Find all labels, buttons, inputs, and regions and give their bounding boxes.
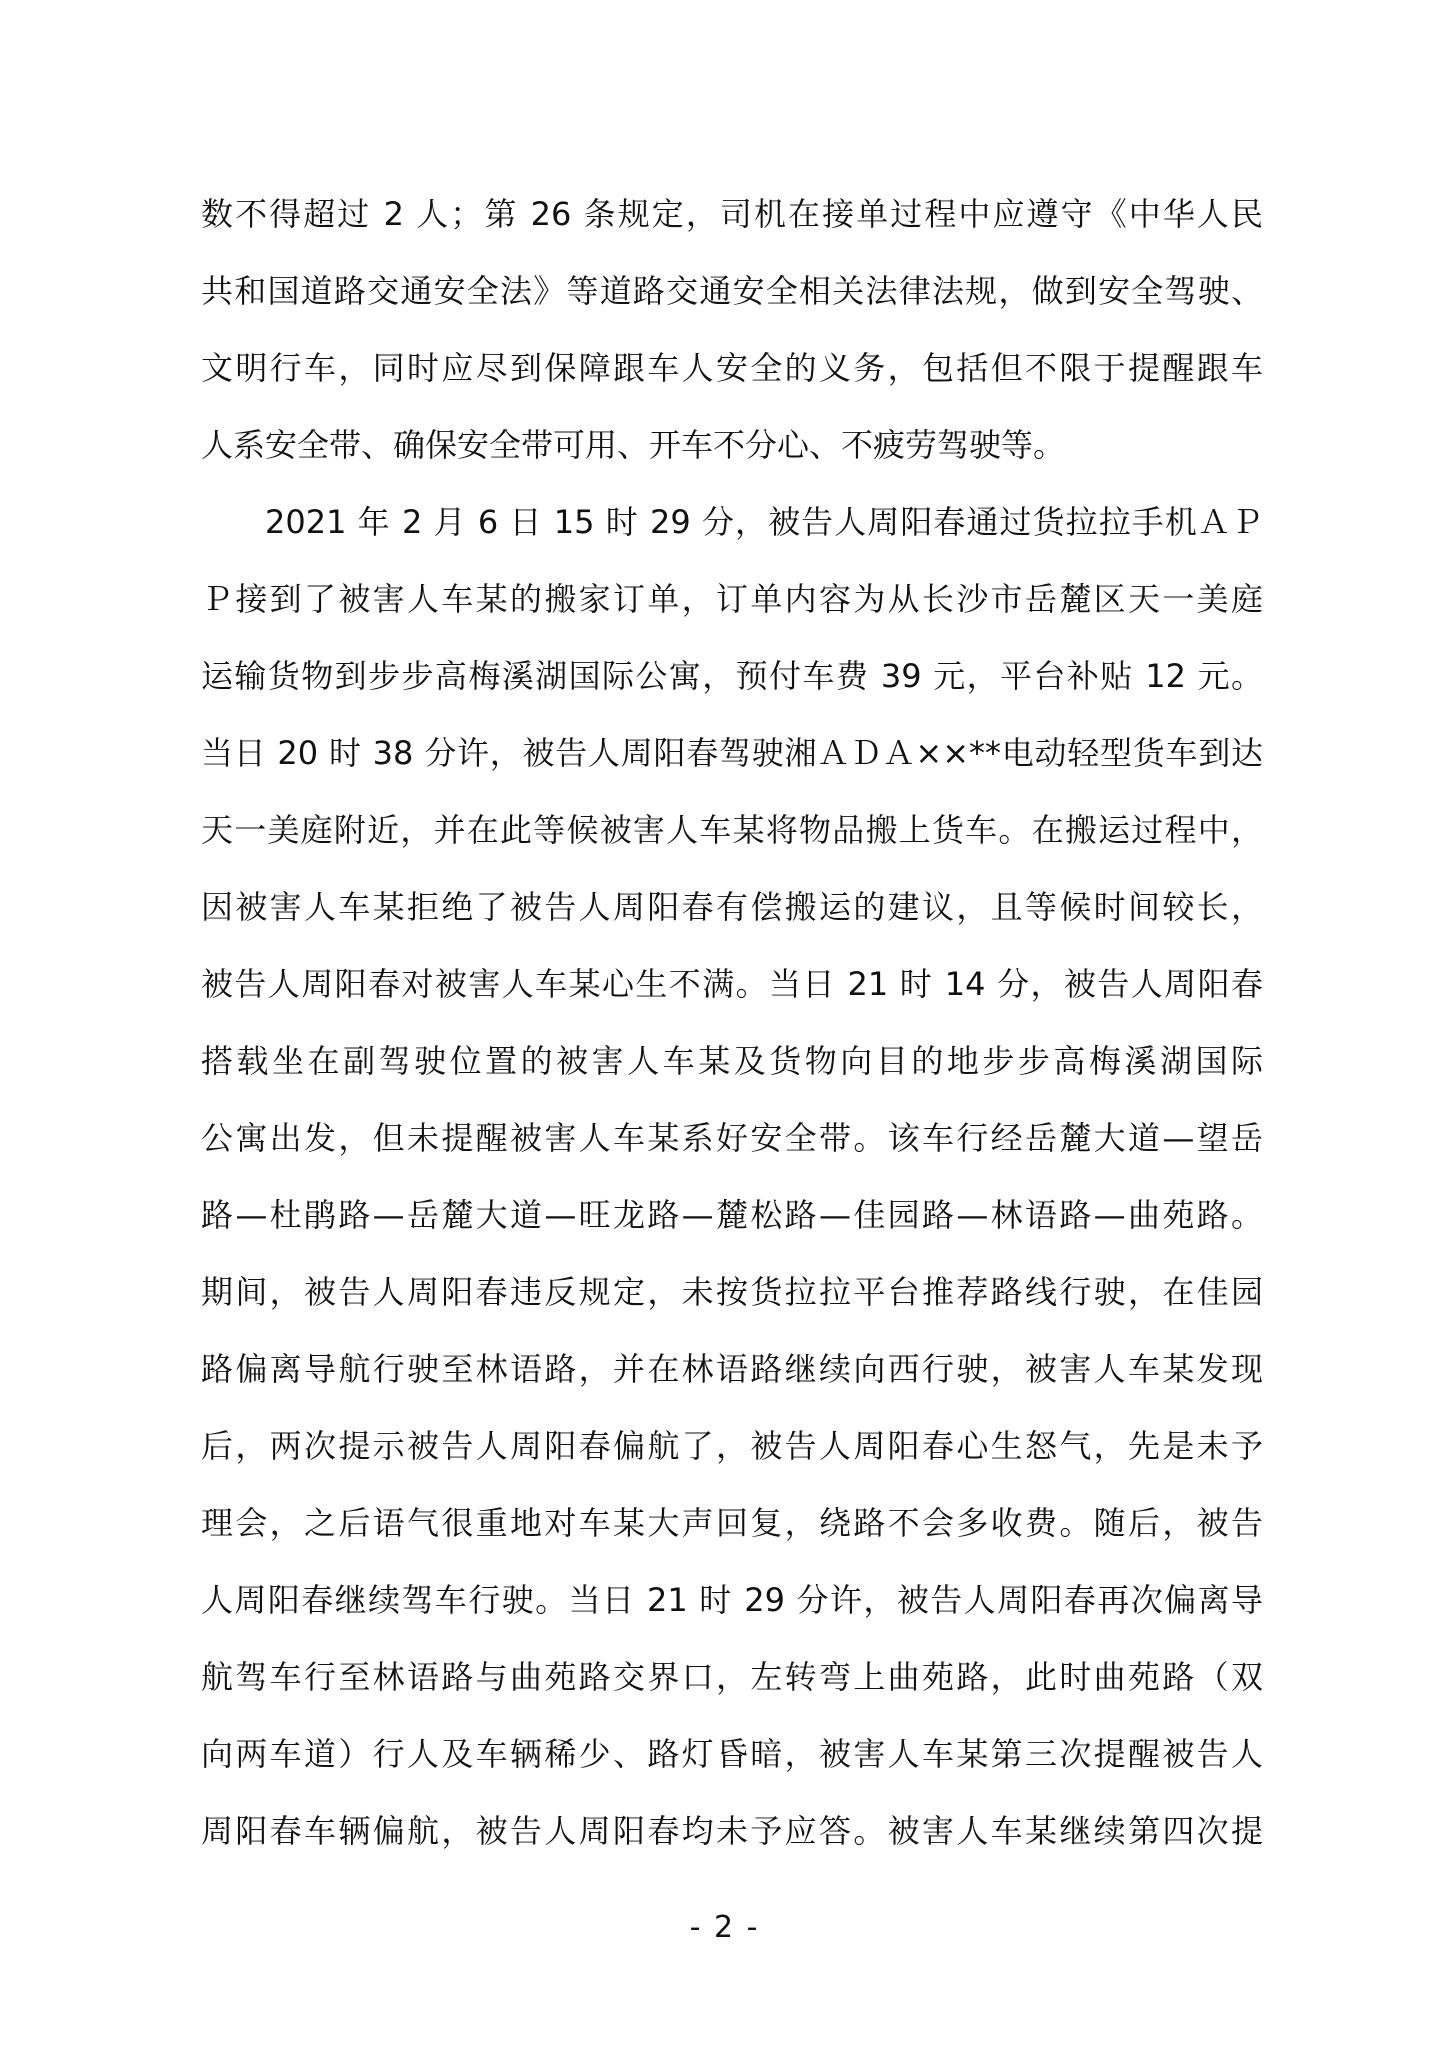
paragraph-line: 期间，被告人周阳春违反规定，未按货拉拉平台推荐路线行驶，在佳园 bbox=[201, 1273, 1263, 1311]
paragraph-line: 2021 年 2 月 6 日 15 时 29 分，被告人周阳春通过货拉拉手机ＡＰ bbox=[265, 503, 1263, 541]
paragraph-line: 路偏离导航行驶至林语路，并在林语路继续向西行驶，被害人车某发现 bbox=[201, 1350, 1263, 1388]
paragraph-line: 被告人周阳春对被害人车某心生不满。当日 21 时 14 分，被告人周阳春 bbox=[201, 965, 1263, 1003]
paragraph-line: 当日 20 时 38 分许，被告人周阳春驾驶湘ＡＤＡ××**电动轻型货车到达 bbox=[201, 734, 1263, 772]
paragraph-line: 后，两次提示被告人周阳春偏航了，被告人周阳春心生怒气，先是未予 bbox=[201, 1427, 1263, 1465]
paragraph-1 bbox=[201, 176, 1263, 484]
paragraph-line: 人系安全带、确保安全带可用、开车不分心、不疲劳驾驶等。 bbox=[201, 426, 1066, 464]
page-number: - 2 - bbox=[689, 1910, 760, 1945]
paragraph-line: 运输货物到步步高梅溪湖国际公寓，预付车费 39 元，平台补贴 12 元。 bbox=[201, 657, 1263, 695]
paragraph-line: 向两车道）行人及车辆稀少、路灯昏暗，被害人车某第三次提醒被告人 bbox=[201, 1735, 1263, 1773]
paragraph-line: 理会，之后语气很重地对车某大声回复，绕路不会多收费。随后，被告 bbox=[201, 1504, 1263, 1542]
paragraph-line: 路—杜鹃路—岳麓大道—旺龙路—麓松路—佳园路—林语路—曲苑路。 bbox=[201, 1196, 1263, 1234]
paragraph-line: Ｐ接到了被害人车某的搬家订单，订单内容为从长沙市岳麓区天一美庭 bbox=[201, 580, 1263, 618]
paragraph-line: 文明行车，同时应尽到保障跟车人安全的义务，包括但不限于提醒跟车 bbox=[201, 349, 1263, 387]
paragraph-line: 共和国道路交通安全法》等道路交通安全相关法律法规，做到安全驾驶、 bbox=[201, 272, 1263, 310]
paragraph-line: 公寓出发，但未提醒被害人车某系好安全带。该车行经岳麓大道—望岳 bbox=[201, 1119, 1263, 1157]
paragraph-line: 天一美庭附近，并在此等候被害人车某将物品搬上货车。在搬运过程中， bbox=[201, 811, 1263, 849]
paragraph-line: 搭载坐在副驾驶位置的被害人车某及货物向目的地步步高梅溪湖国际 bbox=[201, 1042, 1263, 1080]
paragraph-line: 数不得超过 2 人；第 26 条规定，司机在接单过程中应遵守《中华人民 bbox=[201, 195, 1263, 233]
paragraph-line: 因被害人车某拒绝了被告人周阳春有偿搬运的建议，且等候时间较长， bbox=[201, 888, 1263, 926]
paragraph-2 bbox=[201, 484, 1263, 1870]
paragraph-line: 人周阳春继续驾车行驶。当日 21 时 29 分许，被告人周阳春再次偏离导 bbox=[201, 1581, 1263, 1619]
paragraph-line: 周阳春车辆偏航，被告人周阳春均未予应答。被害人车某继续第四次提 bbox=[201, 1812, 1263, 1850]
paragraph-line: 航驾车行至林语路与曲苑路交界口，左转弯上曲苑路，此时曲苑路（双 bbox=[201, 1658, 1263, 1696]
